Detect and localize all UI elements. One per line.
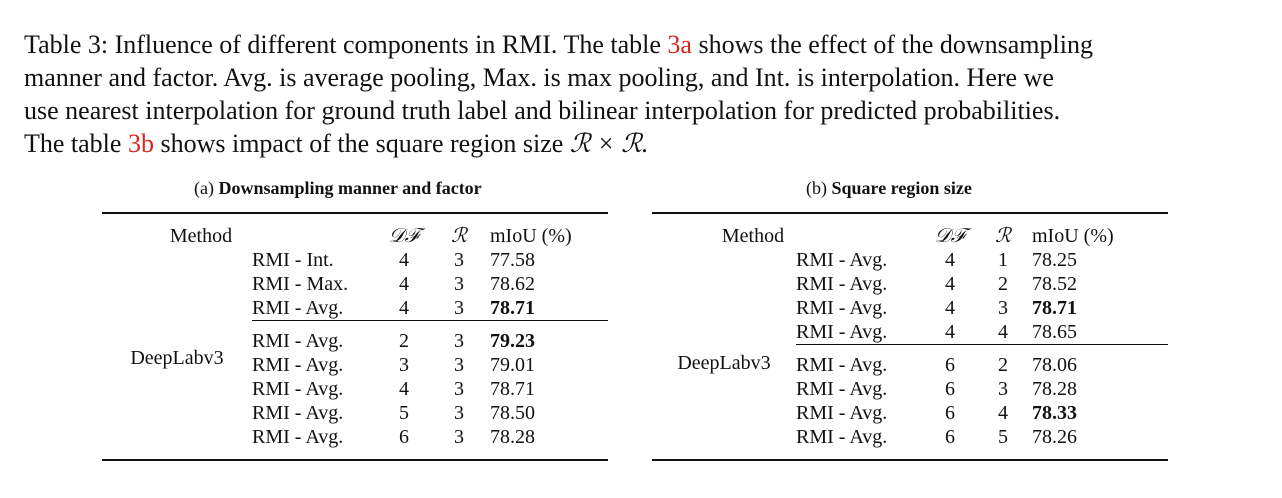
df-cell: 4 — [399, 273, 409, 295]
table-caption — [24, 28, 1254, 160]
subtable-b-prefix: (b) — [806, 178, 827, 198]
r-cell: 3 — [454, 297, 464, 319]
header-method: Method — [721, 225, 785, 247]
method-cell: RMI - Avg. — [796, 426, 888, 448]
header-miou: mIoU (%) — [490, 225, 572, 247]
miou-cell: 78.28 — [490, 426, 535, 448]
header-df: 𝒟ℱ — [934, 225, 966, 247]
miou-cell: 78.71 — [1032, 297, 1077, 319]
miou-cell: 78.06 — [1032, 345, 1168, 378]
table-b — [652, 212, 1168, 461]
r-cell: 3 — [998, 297, 1008, 319]
df-cell: 4 — [945, 273, 955, 295]
subtable-a-caption — [194, 178, 482, 199]
ref-link-3a[interactable]: 3a — [667, 30, 692, 59]
df-cell: 2 — [380, 321, 428, 354]
method-cell: RMI - Avg. — [796, 297, 888, 319]
method-cell: RMI - Avg. — [796, 273, 888, 295]
caption-line-1 — [24, 28, 1254, 61]
ref-link-3b[interactable]: 3b — [127, 129, 154, 158]
df-cell: 4 — [399, 297, 409, 319]
r-cell: 3 — [454, 378, 464, 400]
subtable-b-title: Square region size — [831, 178, 972, 198]
region-size-expression: ℛ × ℛ. — [569, 129, 649, 158]
miou-cell: 78.71 — [490, 297, 535, 319]
table-a-header-row — [102, 224, 608, 248]
model-name: DeepLabv3 — [677, 351, 771, 374]
miou-cell: 78.28 — [1032, 378, 1077, 400]
method-cell: RMI - Avg. — [796, 378, 888, 400]
miou-cell: 78.52 — [1032, 273, 1077, 295]
miou-cell: 77.58 — [490, 249, 535, 271]
r-cell: 3 — [454, 273, 464, 295]
caption-line-4 — [24, 127, 1254, 160]
r-cell: 3 — [454, 249, 464, 271]
df-cell: 4 — [945, 297, 955, 319]
subtable-b-caption — [806, 178, 972, 199]
df-cell: 4 — [399, 249, 409, 271]
df-cell: 6 — [945, 378, 955, 400]
df-cell: 4 — [399, 378, 409, 400]
method-cell: RMI - Avg. — [796, 402, 888, 424]
method-cell: RMI - Max. — [252, 273, 349, 295]
r-cell: 2 — [974, 345, 1032, 378]
df-cell: 6 — [945, 426, 955, 448]
miou-cell: 78.26 — [1032, 426, 1077, 448]
method-cell: RMI - Avg. — [252, 426, 344, 448]
subtable-a-title: Downsampling manner and factor — [218, 178, 482, 198]
caption-label: Table 3: — [24, 30, 109, 59]
caption-text: The table — [24, 129, 122, 158]
miou-cell: 78.62 — [490, 273, 535, 295]
df-cell: 5 — [399, 402, 409, 424]
table-row — [102, 248, 608, 272]
header-r: ℛ — [995, 225, 1011, 247]
r-cell: 3 — [428, 321, 490, 354]
caption-line-2: manner and factor. Avg. is average pooling, Max. is max pooling, and Int. is interpolation. Here we — [24, 63, 1054, 92]
method-cell: RMI - Avg. — [796, 321, 888, 343]
df-cell: 3 — [399, 354, 409, 376]
caption-text: shows impact of the square region size — [160, 129, 564, 158]
df-cell: 6 — [399, 426, 409, 448]
header-df: 𝒟ℱ — [388, 225, 420, 247]
df-cell: 6 — [945, 402, 955, 424]
caption-line-3: use nearest interpolation for ground truth label and bilinear interpolation for predicted probabilities. — [24, 96, 1061, 125]
header-method: Method — [169, 225, 233, 247]
table-row — [652, 248, 1168, 272]
caption-text: shows the effect of the downsampling — [698, 30, 1093, 59]
r-cell: 4 — [998, 402, 1008, 424]
method-cell: RMI - Avg. — [252, 321, 380, 354]
method-cell: RMI - Avg. — [796, 249, 888, 271]
model-name: DeepLabv3 — [130, 346, 224, 369]
miou-cell: 79.01 — [490, 354, 535, 376]
miou-cell: 78.50 — [490, 402, 535, 424]
subtable-a-prefix: (a) — [194, 178, 214, 198]
table-a — [102, 212, 608, 461]
r-cell: 4 — [998, 321, 1008, 343]
miou-cell: 78.25 — [1032, 249, 1077, 271]
miou-cell: 78.71 — [490, 378, 535, 400]
r-cell: 3 — [454, 402, 464, 424]
header-r: ℛ — [451, 225, 467, 247]
method-cell: RMI - Avg. — [796, 345, 926, 378]
method-cell: RMI - Avg. — [252, 297, 344, 319]
miou-cell: 79.23 — [490, 321, 608, 354]
miou-cell: 78.33 — [1032, 402, 1077, 424]
header-miou: mIoU (%) — [1032, 225, 1114, 247]
df-cell: 6 — [926, 345, 974, 378]
r-cell: 3 — [998, 378, 1008, 400]
method-cell: RMI - Int. — [252, 249, 334, 271]
caption-text: Influence of different components in RMI. The table — [114, 30, 661, 59]
method-cell: RMI - Avg. — [252, 354, 344, 376]
r-cell: 3 — [454, 354, 464, 376]
method-cell: RMI - Avg. — [252, 402, 344, 424]
miou-cell: 78.65 — [1032, 321, 1077, 343]
df-cell: 4 — [945, 321, 955, 343]
r-cell: 3 — [454, 426, 464, 448]
r-cell: 2 — [998, 273, 1008, 295]
r-cell: 1 — [998, 249, 1008, 271]
method-cell: RMI - Avg. — [252, 378, 344, 400]
table-b-header-row — [652, 224, 1168, 248]
r-cell: 5 — [998, 426, 1008, 448]
df-cell: 4 — [945, 249, 955, 271]
